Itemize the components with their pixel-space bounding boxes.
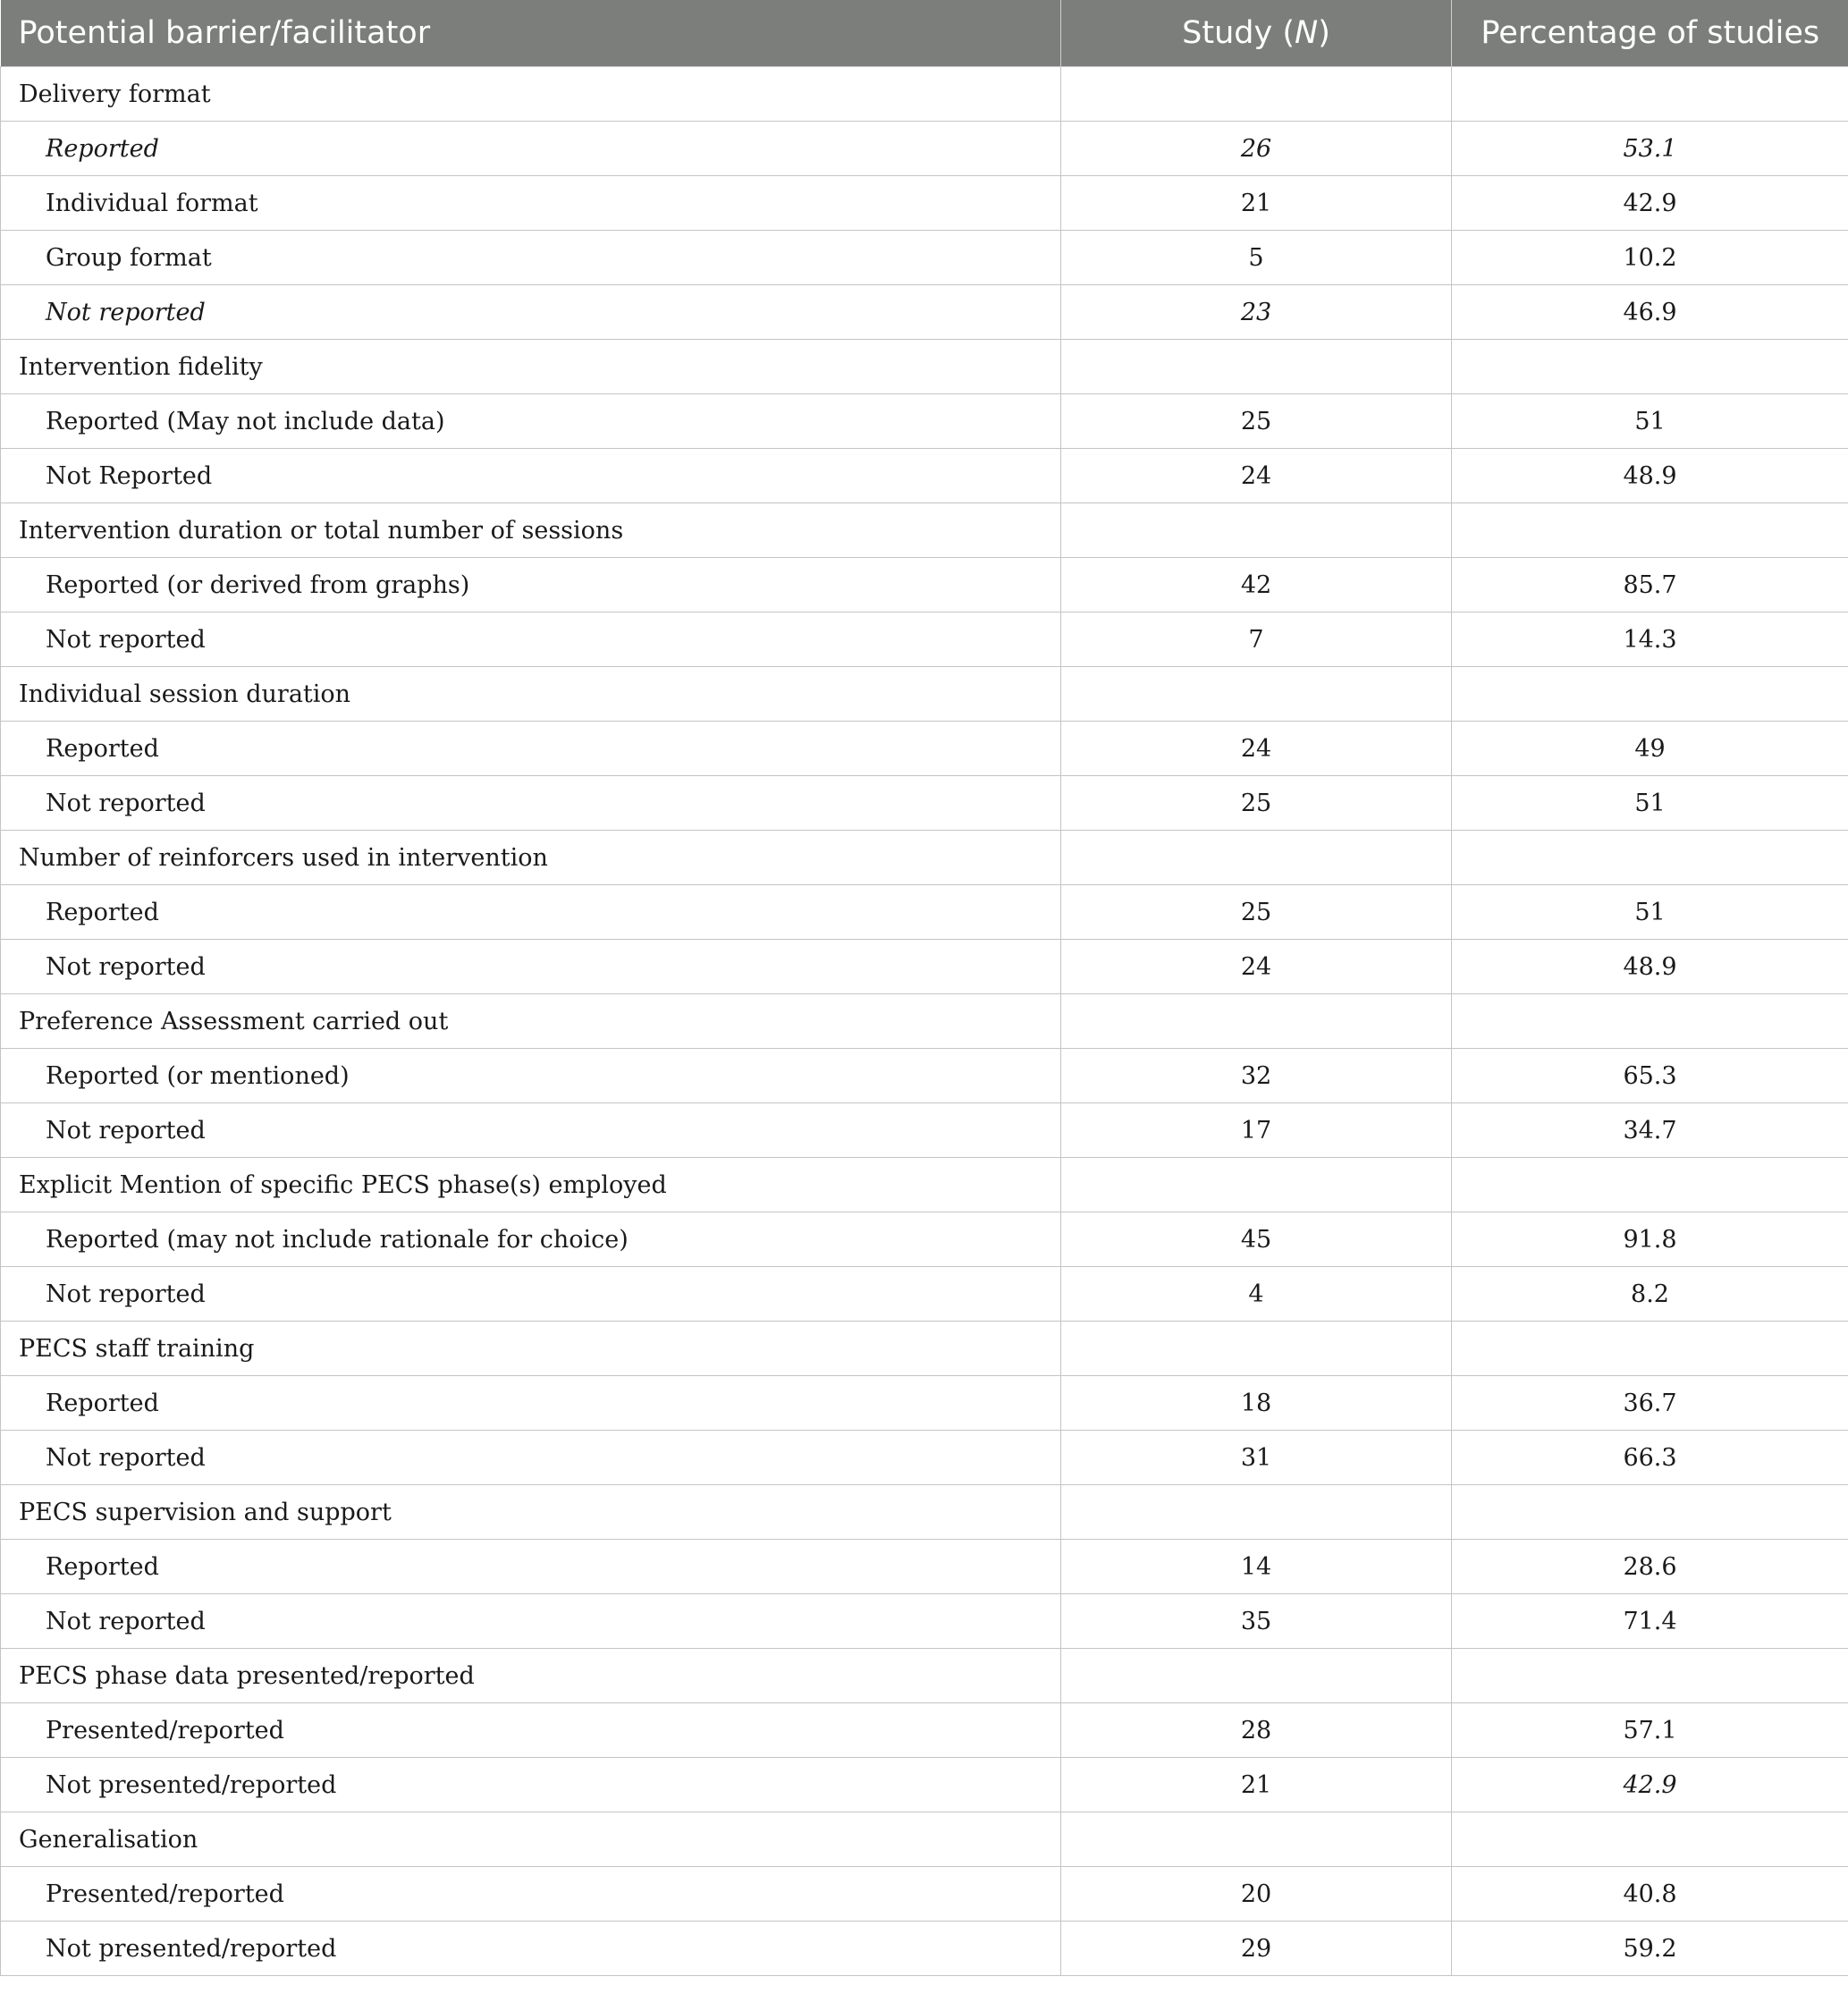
category-label: PECS staff training	[1, 1322, 1061, 1376]
study-count: 26	[1061, 122, 1452, 176]
study-count	[1061, 994, 1452, 1049]
percentage-value: 34.7	[1452, 1103, 1848, 1158]
row-label: Reported	[1, 1540, 1061, 1594]
table-row	[1, 1703, 1848, 1758]
study-count: 17	[1061, 1103, 1452, 1158]
category-row	[1, 1649, 1848, 1703]
study-count: 42	[1061, 558, 1452, 612]
row-label: Not reported	[1, 1431, 1061, 1485]
study-count: 23	[1061, 285, 1452, 340]
header-barrier: Potential barrier/facilitator	[1, 0, 1061, 67]
table-row	[1, 776, 1848, 831]
study-count: 28	[1061, 1703, 1452, 1758]
study-count: 25	[1061, 776, 1452, 831]
table-row	[1, 285, 1848, 340]
category-row	[1, 340, 1848, 394]
category-row	[1, 1322, 1848, 1376]
table-row	[1, 1867, 1848, 1922]
percentage-value: 36.7	[1452, 1376, 1848, 1431]
row-label: Not Reported	[1, 449, 1061, 503]
table-row	[1, 558, 1848, 612]
row-label: Not reported	[1, 285, 1061, 340]
percentage-value: 46.9	[1452, 285, 1848, 340]
percentage-value: 28.6	[1452, 1540, 1848, 1594]
study-count: 25	[1061, 394, 1452, 449]
study-count: 29	[1061, 1922, 1452, 1976]
percentage-value	[1452, 1649, 1848, 1703]
table-row	[1, 1594, 1848, 1649]
percentage-value: 65.3	[1452, 1049, 1848, 1103]
percentage-value: 51	[1452, 776, 1848, 831]
percentage-value: 59.2	[1452, 1922, 1848, 1976]
study-count	[1061, 667, 1452, 722]
study-count: 21	[1061, 1758, 1452, 1812]
study-count: 35	[1061, 1594, 1452, 1649]
table-row	[1, 1376, 1848, 1431]
header-percentage: Percentage of studies	[1452, 0, 1848, 67]
percentage-value: 40.8	[1452, 1867, 1848, 1922]
percentage-value: 51	[1452, 394, 1848, 449]
category-row	[1, 67, 1848, 122]
percentage-value	[1452, 994, 1848, 1049]
study-count: 24	[1061, 449, 1452, 503]
row-label: Reported	[1, 1376, 1061, 1431]
table-row	[1, 1212, 1848, 1267]
row-label: Reported (May not include data)	[1, 394, 1061, 449]
percentage-value	[1452, 1485, 1848, 1540]
percentage-value: 71.4	[1452, 1594, 1848, 1649]
table-row	[1, 176, 1848, 231]
study-count: 7	[1061, 612, 1452, 667]
header-study-suffix: )	[1318, 15, 1330, 51]
study-count	[1061, 67, 1452, 122]
study-count: 21	[1061, 176, 1452, 231]
row-label: Reported (or mentioned)	[1, 1049, 1061, 1103]
percentage-value: 85.7	[1452, 558, 1848, 612]
row-label: Individual format	[1, 176, 1061, 231]
table-row	[1, 449, 1848, 503]
table-row	[1, 1758, 1848, 1812]
category-row	[1, 1812, 1848, 1867]
category-label: Explicit Mention of specific PECS phase(s) employed	[1, 1158, 1061, 1212]
percentage-value: 66.3	[1452, 1431, 1848, 1485]
row-label: Not reported	[1, 940, 1061, 994]
table-row	[1, 1922, 1848, 1976]
study-count	[1061, 1158, 1452, 1212]
study-count: 18	[1061, 1376, 1452, 1431]
category-label: PECS phase data presented/reported	[1, 1649, 1061, 1703]
study-count: 20	[1061, 1867, 1452, 1922]
table-row	[1, 1049, 1848, 1103]
category-label: Intervention fidelity	[1, 340, 1061, 394]
study-count: 24	[1061, 940, 1452, 994]
row-label: Group format	[1, 231, 1061, 285]
percentage-value: 53.1	[1452, 122, 1848, 176]
header-study-prefix: Study (	[1182, 15, 1295, 51]
study-count: 31	[1061, 1431, 1452, 1485]
category-label: Delivery format	[1, 67, 1061, 122]
table-row	[1, 1103, 1848, 1158]
table-row	[1, 122, 1848, 176]
category-label: Intervention duration or total number of sessions	[1, 503, 1061, 558]
row-label: Not presented/reported	[1, 1758, 1061, 1812]
study-count: 45	[1061, 1212, 1452, 1267]
percentage-value: 57.1	[1452, 1703, 1848, 1758]
table-row	[1, 231, 1848, 285]
table-row	[1, 1540, 1848, 1594]
study-count	[1061, 503, 1452, 558]
category-label: Individual session duration	[1, 667, 1061, 722]
row-label: Presented/reported	[1, 1703, 1061, 1758]
table-row	[1, 612, 1848, 667]
category-label: Preference Assessment carried out	[1, 994, 1061, 1049]
category-row	[1, 994, 1848, 1049]
row-label: Not reported	[1, 1594, 1061, 1649]
table-row	[1, 1431, 1848, 1485]
percentage-value: 48.9	[1452, 449, 1848, 503]
study-count	[1061, 1649, 1452, 1703]
row-label: Reported (may not include rationale for choice)	[1, 1212, 1061, 1267]
header-row	[1, 0, 1848, 67]
percentage-value: 14.3	[1452, 612, 1848, 667]
percentage-value	[1452, 1812, 1848, 1867]
row-label: Not presented/reported	[1, 1922, 1061, 1976]
study-count: 14	[1061, 1540, 1452, 1594]
study-count	[1061, 1322, 1452, 1376]
row-label: Not reported	[1, 1103, 1061, 1158]
table-row	[1, 1267, 1848, 1322]
percentage-value: 10.2	[1452, 231, 1848, 285]
row-label: Not reported	[1, 612, 1061, 667]
category-row	[1, 503, 1848, 558]
study-count	[1061, 1485, 1452, 1540]
percentage-value: 42.9	[1452, 1758, 1848, 1812]
percentage-value	[1452, 503, 1848, 558]
study-count: 5	[1061, 231, 1452, 285]
row-label: Reported	[1, 722, 1061, 776]
study-count: 32	[1061, 1049, 1452, 1103]
percentage-value: 91.8	[1452, 1212, 1848, 1267]
category-row	[1, 1485, 1848, 1540]
percentage-value: 42.9	[1452, 176, 1848, 231]
table-row	[1, 394, 1848, 449]
percentage-value	[1452, 1322, 1848, 1376]
study-count: 4	[1061, 1267, 1452, 1322]
category-label: PECS supervision and support	[1, 1485, 1061, 1540]
percentage-value: 8.2	[1452, 1267, 1848, 1322]
category-label: Number of reinforcers used in intervention	[1, 831, 1061, 885]
percentage-value	[1452, 1158, 1848, 1212]
table-row	[1, 885, 1848, 940]
row-label: Reported	[1, 122, 1061, 176]
percentage-value	[1452, 340, 1848, 394]
percentage-value: 51	[1452, 885, 1848, 940]
percentage-value: 48.9	[1452, 940, 1848, 994]
study-count	[1061, 1812, 1452, 1867]
study-count	[1061, 831, 1452, 885]
percentage-value	[1452, 667, 1848, 722]
percentage-value: 49	[1452, 722, 1848, 776]
category-row	[1, 1158, 1848, 1212]
table-row	[1, 722, 1848, 776]
study-count: 24	[1061, 722, 1452, 776]
header-study-n	[1061, 0, 1452, 67]
row-label: Not reported	[1, 776, 1061, 831]
category-row	[1, 667, 1848, 722]
row-label: Reported (or derived from graphs)	[1, 558, 1061, 612]
category-label: Generalisation	[1, 1812, 1061, 1867]
header-study-n-italic: N	[1295, 15, 1319, 51]
row-label: Reported	[1, 885, 1061, 940]
percentage-value	[1452, 67, 1848, 122]
study-count	[1061, 340, 1452, 394]
category-row	[1, 831, 1848, 885]
row-label: Presented/reported	[1, 1867, 1061, 1922]
row-label: Not reported	[1, 1267, 1061, 1322]
percentage-value	[1452, 831, 1848, 885]
table-row	[1, 940, 1848, 994]
study-count: 25	[1061, 885, 1452, 940]
